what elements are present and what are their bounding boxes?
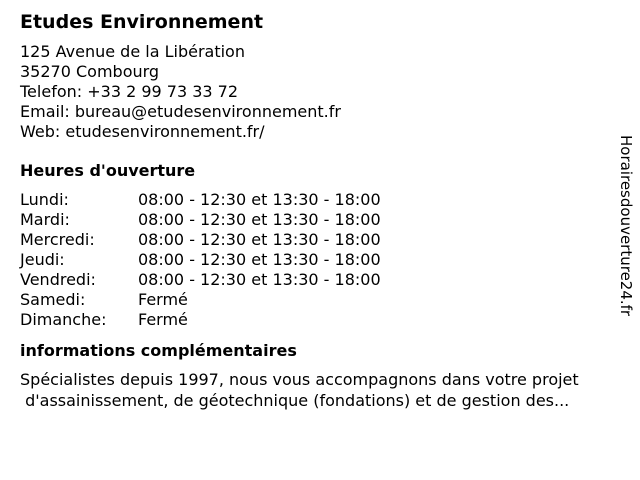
business-name: Etudes Environnement	[20, 11, 264, 33]
day-label: Lundi:	[20, 190, 69, 209]
address-city: 35270 Combourg	[20, 62, 160, 81]
day-label: Vendredi:	[20, 270, 96, 289]
day-label: Mercredi:	[20, 230, 95, 249]
day-hours: Fermé	[138, 290, 188, 309]
day-label: Mardi:	[20, 210, 70, 229]
hours-row-thursday	[20, 250, 610, 270]
additional-info-heading: informations complémentaires	[20, 341, 297, 360]
day-label: Samedi:	[20, 290, 86, 309]
web-line: Web: etudesenvironnement.fr/	[20, 122, 265, 141]
hours-row-wednesday	[20, 230, 610, 250]
site-watermark: Horairesdouverture24.fr	[617, 135, 635, 317]
hours-row-monday	[20, 190, 610, 210]
day-hours: 08:00 - 12:30 et 13:30 - 18:00	[138, 210, 381, 229]
phone-line: Telefon: +33 2 99 73 33 72	[20, 82, 239, 101]
hours-row-sunday	[20, 310, 610, 330]
hours-row-tuesday	[20, 210, 610, 230]
opening-hours-heading: Heures d'ouverture	[20, 161, 196, 180]
hours-row-friday	[20, 270, 610, 290]
day-hours: 08:00 - 12:30 et 13:30 - 18:00	[138, 230, 381, 249]
description-line-1: Spécialistes depuis 1997, nous vous accompagnons dans votre projet	[20, 370, 579, 389]
day-label: Dimanche:	[20, 310, 107, 329]
hours-row-saturday	[20, 290, 610, 310]
day-label: Jeudi:	[20, 250, 65, 269]
day-hours: 08:00 - 12:30 et 13:30 - 18:00	[138, 250, 381, 269]
day-hours: 08:00 - 12:30 et 13:30 - 18:00	[138, 190, 381, 209]
address-street: 125 Avenue de la Libération	[20, 42, 245, 61]
day-hours: Fermé	[138, 310, 188, 329]
opening-hours-table	[20, 190, 610, 330]
day-hours: 08:00 - 12:30 et 13:30 - 18:00	[138, 270, 381, 289]
email-line: Email: bureau@etudesenvironnement.fr	[20, 102, 341, 121]
business-card	[20, 10, 610, 411]
description-line-2: d'assainissement, de géotechnique (fondations) et de gestion des...	[20, 391, 570, 410]
